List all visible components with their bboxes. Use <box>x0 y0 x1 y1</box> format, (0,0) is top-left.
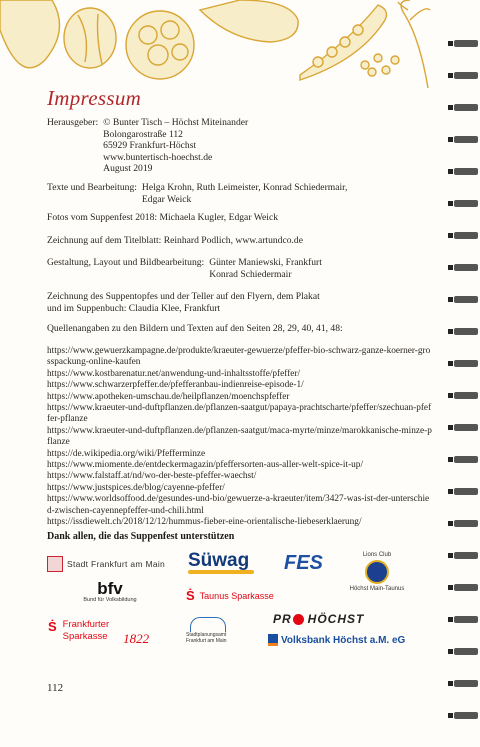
fes-logo <box>284 552 323 575</box>
year-1822-text: 1822 <box>123 631 150 646</box>
source-link[interactable]: https://www.justspices.de/blog/cayenne-pfeffer/ <box>47 482 225 493</box>
spiral-hole <box>448 329 453 334</box>
source-link[interactable]: https://www.worldsoffood.de/gesundes-und-bio/gewuerze-a-kraeuter/item/3427-was-ist-der-unterschied-zwischen-cayennepfeffer-und-chili.html <box>47 494 430 516</box>
spiral-ring <box>454 200 478 207</box>
sparkasse-s-icon: Ṡ <box>186 588 195 603</box>
sources-intro: Quellenangaben zu den Bildern und Texten auf den Seiten 28, 29, 40, 41, 48: <box>47 323 343 334</box>
design-line: Konrad Schiedermair <box>209 268 292 280</box>
spiral-ring <box>454 392 478 399</box>
sources-list <box>47 346 432 529</box>
spiral-hole <box>448 681 453 686</box>
spiral-hole <box>448 137 453 142</box>
texts-label: Texte und Bearbeitung: <box>47 182 137 193</box>
spiral-ring <box>454 552 478 559</box>
fes-text: FES <box>284 552 323 574</box>
source-link[interactable]: https://www.gewuerzkampagne.de/produkte/kraeuter-gewuerze/pfeffer-bio-schwarz-ganze-koerner-grosspackung-online-kaufen <box>47 346 431 368</box>
spiral-binding <box>446 0 480 747</box>
spiral-hole <box>448 393 453 398</box>
source-link[interactable]: https://www.schwarzerpfeffer.de/pfefferanbau-indienreise-episode-1/ <box>47 380 304 391</box>
spiral-hole <box>448 457 453 462</box>
drawing-line: Zeichnung des Suppentopfes und der Teller auf den Flyern, dem Plakat <box>47 291 320 302</box>
pro-hoechst-o-icon <box>293 614 304 625</box>
spiral-ring <box>454 72 478 79</box>
publisher-line: © Bunter Tisch – Höchst Miteinander <box>103 117 249 128</box>
spiral-ring <box>454 520 478 527</box>
spiral-hole <box>448 489 453 494</box>
spiral-hole <box>448 617 453 622</box>
spiral-ring <box>454 584 478 591</box>
stadtplanung-subtext: Frankfurt am Main <box>186 638 227 644</box>
vegetable-illustration <box>0 0 440 90</box>
drawing-credit <box>47 291 427 314</box>
suewag-logo <box>188 550 254 574</box>
source-link[interactable]: https://www.kostbarenatur.net/anwendung-und-inhaltsstoffe/pfeffer/ <box>47 368 301 379</box>
source-link[interactable]: https://issdiewelt.ch/2018/12/12/hummus-fieber-eine-orientalische-liebeserklaerung/ <box>47 517 362 528</box>
thanks-heading: Dank allen, die das Suppenfest unterstützen <box>47 531 235 542</box>
eagle-icon <box>47 556 63 572</box>
spiral-hole <box>448 41 453 46</box>
frankfurter-text: Frankfurter <box>62 619 110 630</box>
spiral-ring <box>454 680 478 687</box>
photos-credit: Fotos vom Suppenfest 2018: Michaela Kugler, Edgar Weick <box>47 212 279 223</box>
stadtplanungsamt-logo <box>186 617 244 644</box>
design-block <box>47 257 322 280</box>
lions-club-logo <box>348 552 406 592</box>
sparkasse-text: Sparkasse <box>62 631 108 642</box>
taunus-sparkasse-text: Taunus Sparkasse <box>199 590 274 601</box>
cover-credit: Zeichnung auf dem Titelblatt: Reinhard Podlich, www.artundco.de <box>47 235 303 246</box>
spiral-ring <box>454 424 478 431</box>
source-link[interactable]: https://www.kraeuter-und-duftpflanzen.de/pflanzen-saatgut/maca-myrte/minze/marokkanische-minze-pflanze <box>47 425 432 448</box>
lions-emblem-icon <box>365 560 389 584</box>
texts-block <box>47 182 347 205</box>
source-link[interactable]: https://www.apotheken-umschau.de/heilpflanzen/moenchspfeffer <box>47 391 290 402</box>
publisher-line: Bolongarostraße 112 <box>103 128 183 140</box>
page-number: 112 <box>47 682 64 694</box>
spiral-hole <box>448 425 453 430</box>
spiral-ring <box>454 328 478 335</box>
spiral-hole <box>448 201 453 206</box>
spiral-ring <box>454 616 478 623</box>
spiral-ring <box>454 40 478 47</box>
lions-club-subtext: Höchst Main-Taunus <box>349 586 405 592</box>
spiral-hole <box>448 169 453 174</box>
source-link[interactable]: https://de.wikipedia.org/wiki/Pfefferminze <box>47 448 206 459</box>
spiral-hole <box>448 553 453 558</box>
stadt-frankfurt-text: Stadt Frankfurt am Main <box>67 559 166 569</box>
taunus-sparkasse-logo <box>186 588 274 603</box>
publisher-line: 65929 Frankfurt-Höchst <box>103 140 197 152</box>
suewag-text: Süwag <box>188 550 250 571</box>
bfv-logo <box>78 580 142 603</box>
spiral-ring <box>454 488 478 495</box>
pro-text: PR <box>273 612 292 626</box>
spiral-ring <box>454 296 478 303</box>
spiral-ring <box>454 456 478 463</box>
pro-hoechst-logo <box>273 612 364 626</box>
spiral-hole <box>448 585 453 590</box>
spiral-hole <box>448 73 453 78</box>
spiral-ring <box>454 232 478 239</box>
spiral-ring <box>454 104 478 111</box>
frankfurter-sparkasse-logo <box>48 619 149 647</box>
bfv-text: bfv <box>97 579 123 598</box>
stadt-frankfurt-logo <box>47 556 165 572</box>
design-line: Günter Maniewski, Frankfurt <box>209 257 322 268</box>
spiral-hole <box>448 713 453 718</box>
stadtplanung-text: Stadtplanungsamt <box>186 632 227 638</box>
spiral-hole <box>448 105 453 110</box>
source-link[interactable]: https://www.falstaff.at/nd/wo-der-beste-pfeffer-waechst/ <box>47 471 257 482</box>
spiral-hole <box>448 297 453 302</box>
page-title: Impressum <box>47 86 142 110</box>
spiral-hole <box>448 265 453 270</box>
publisher-label: Herausgeber: <box>47 117 99 128</box>
spiral-ring <box>454 168 478 175</box>
source-link[interactable]: https://www.miomente.de/entdeckermagazin/pfeffersorten-aus-aller-welt-spice-it-up/ <box>47 460 364 471</box>
publisher-line: www.buntertisch-hoechst.de <box>103 151 213 163</box>
spiral-hole <box>448 521 453 526</box>
bfv-subtext: Bund für Volksbildung <box>83 597 137 603</box>
spiral-ring <box>454 712 478 719</box>
spiral-ring <box>454 264 478 271</box>
spiral-ring <box>454 136 478 143</box>
volksbank-logo <box>268 634 405 646</box>
spiral-hole <box>448 233 453 238</box>
design-label: Gestaltung, Layout und Bildbearbeitung: <box>47 257 205 268</box>
stadtplanung-icon <box>190 617 226 632</box>
spiral-hole <box>448 361 453 366</box>
texts-line: Helga Krohn, Ruth Leimeister, Konrad Schiedermair, <box>141 182 348 193</box>
texts-line: Edgar Weick <box>141 193 192 205</box>
lions-club-text: Lions Club <box>362 552 392 558</box>
hoechst-text: HÖCHST <box>307 612 365 626</box>
drawing-line: und im Suppenbuch: Claudia Klee, Frankfurt <box>47 302 221 314</box>
source-link[interactable]: https://www.kraeuter-und-duftpflanzen.de/pflanzen-saatgut/papaya-prachtscharte/pfeffer/szechuan-pfeffer-pflanze <box>47 403 432 425</box>
spiral-hole <box>448 649 453 654</box>
publisher-block <box>47 117 248 175</box>
volksbank-text: Volksbank Höchst a.M. eG <box>281 634 406 646</box>
sparkasse-s-icon: Ṡ <box>48 619 57 634</box>
spiral-ring <box>454 360 478 367</box>
spiral-ring <box>454 648 478 655</box>
volksbank-icon <box>268 634 278 646</box>
publisher-line: August 2019 <box>103 163 153 175</box>
